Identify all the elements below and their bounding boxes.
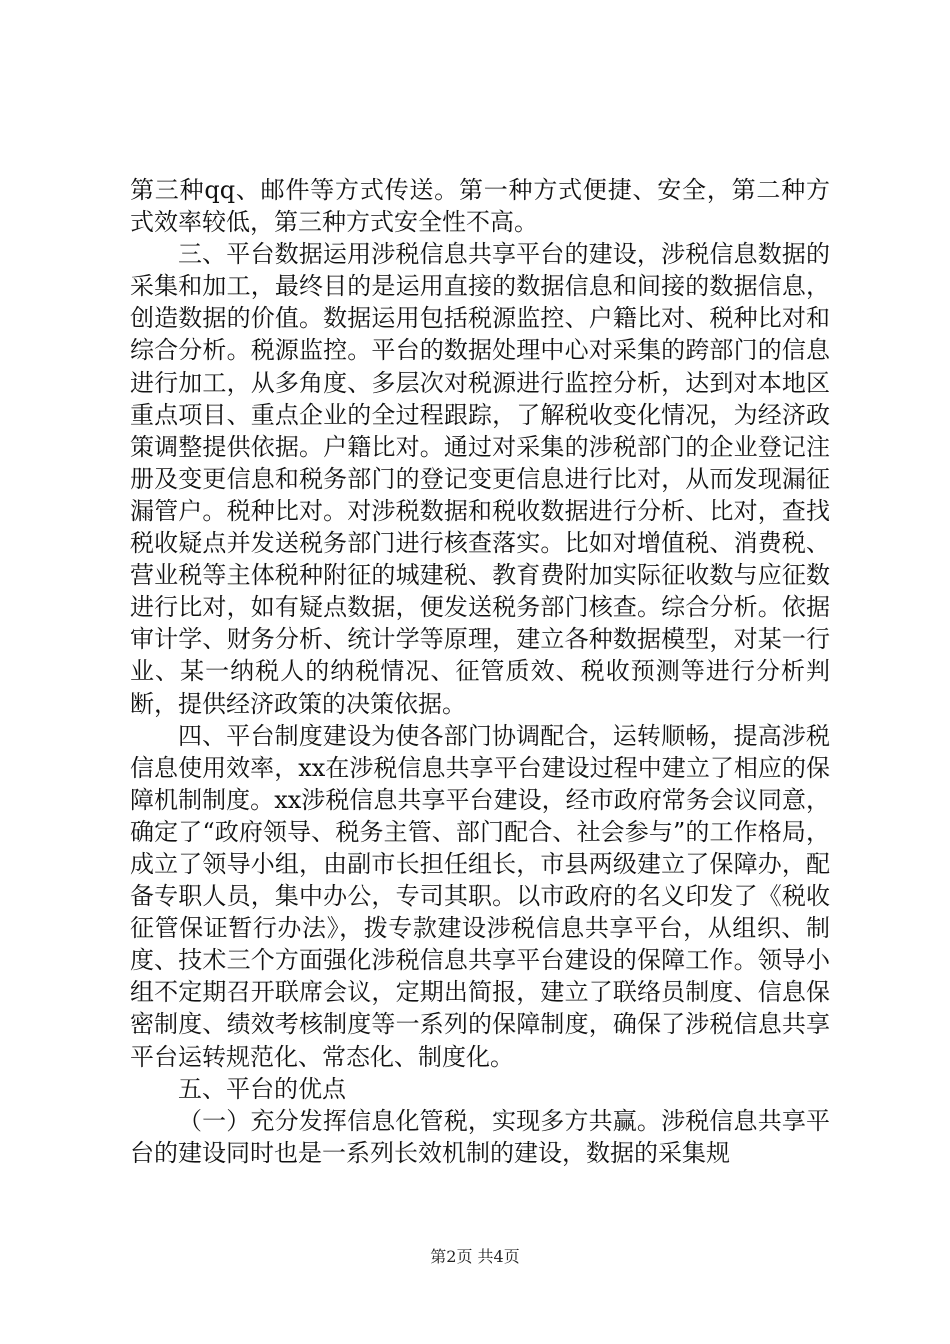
paragraph-data-application: 三、平台数据运用涉税信息共享平台的建设，涉税信息数据的采集和加工，最终目的是运用直接的数据信息和间接的数据信息，创造数据的价值。数据运用包括税源监控、户籍比对、税种比对和综合分析。税源监控。平台的数据处理中心对采集的跨部门的信息进行加工，从多角度、多层次对税源进行监控分析，达到对本地区重点项目、重点企业的全过程跟踪，了解税收变化情况，为经济政策调整提供依据。户籍比对。通过对采集的涉税部门的企业登记注册及变更信息和税务部门的登记变更信息进行比对，从而发现漏征漏管户。税种比对。对涉税数据和税收数据进行分析、比对，查找税收疑点并发送税务部门进行核查落实。比如对增值税、消费税、营业税等主体税种附征的城建税、教育费附加实际征收数与应征数进行比对，如有疑点数据，便发送税务部门核查。综合分析。依据审计学、财务分析、统计学等原理，建立各种数据模型，对某一行业、某一纳税人的纳税情况、征管质效、税收预测等进行分析判断，提供经济政策的决策依据。 bbox=[130, 240, 830, 718]
paragraph-transfer-methods: 第三种qq、邮件等方式传送。第一种方式便捷、安全，第二种方式效率较低，第三种方式安全性不高。 bbox=[130, 176, 830, 237]
section-heading-advantages: 五、平台的优点 bbox=[178, 1074, 346, 1103]
body-text bbox=[130, 174, 830, 1169]
paragraph-system-construction: 四、平台制度建设为使各部门协调配合，运转顺畅，提高涉税信息使用效率，xx在涉税信息共享平台建设过程中建立了相应的保障机制制度。xx涉税信息共享平台建设，经市政府常务会议同意，确定了“政府领导、税务主管、部门配合、社会参与”的工作格局，成立了领导小组，由副市长担任组长，市县两级建立了保障办，配备专职人员，集中办公，专司其职。以市政府的名义印发了《税收征管保证暂行办法》，拨专款建设涉税信息共享平台，从组织、制度、技术三个方面强化涉税信息共享平台建设的保障工作。领导小组不定期召开联席会议，定期出简报，建立了联络员制度、信息保密制度、绩效考核制度等一系列的保障制度，确保了涉税信息共享平台运转规范化、常态化、制度化。 bbox=[130, 721, 830, 1071]
page-footer: 第2页 共4页 bbox=[430, 1247, 520, 1266]
paragraph-advantage-one: （一）充分发挥信息化管税，实现多方共赢。涉税信息共享平台的建设同时也是一系列长效机制的建设，数据的采集规 bbox=[130, 1106, 830, 1167]
